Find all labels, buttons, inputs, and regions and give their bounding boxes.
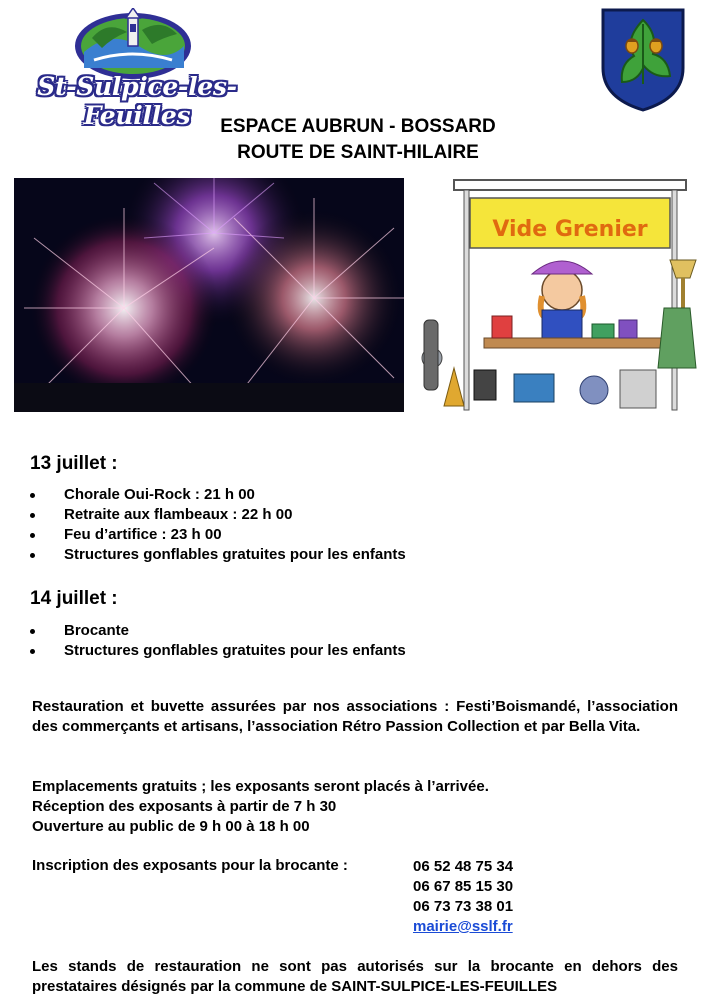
phone-number: 06 67 85 15 30 bbox=[413, 878, 514, 895]
phone-number: 06 52 48 75 34 bbox=[413, 858, 514, 875]
list-item bbox=[30, 545, 406, 565]
list-item bbox=[30, 485, 406, 505]
logo-text: St-Sulpice-les-Feuilles bbox=[37, 72, 237, 130]
event-text: Retraite aux flambeaux : 22 h 00 bbox=[64, 506, 293, 523]
bullet-icon bbox=[30, 553, 35, 558]
vide-grenier-illustration bbox=[414, 178, 700, 412]
catering-paragraph: Restauration et buvette assurées par nos associations : Festi’Boismandé, l’association des commerçants et artisans, l’association Rétro Passion Collection et par Bella Vita. bbox=[32, 698, 678, 735]
bullet-icon bbox=[30, 493, 35, 498]
list-item bbox=[30, 621, 406, 641]
oak-leaf-acorn-crest-icon bbox=[598, 6, 688, 112]
day2-event-list bbox=[30, 621, 406, 661]
venue-name: ESPACE AUBRUN - BOSSARD bbox=[220, 116, 496, 137]
event-text: Structures gonflables gratuites pour les enfants bbox=[64, 546, 406, 563]
day1-heading: 13 juillet : bbox=[30, 453, 118, 474]
day1-event-list bbox=[30, 485, 406, 565]
bullet-icon bbox=[30, 533, 35, 538]
exhibitor-info bbox=[32, 777, 678, 837]
sign-text: Vide Grenier bbox=[492, 217, 648, 242]
bullet-icon bbox=[30, 629, 35, 634]
info-line: Réception des exposants à partir de 7 h 30 bbox=[32, 798, 337, 815]
phone-number: 06 73 73 38 01 bbox=[413, 898, 514, 915]
list-item bbox=[30, 525, 406, 545]
registration-label: Inscription des exposants pour la brocante : bbox=[32, 857, 348, 874]
event-text: Feu d’artifice : 23 h 00 bbox=[64, 526, 222, 543]
footer-note: Les stands de restauration ne sont pas autorisés sur la brocante en dehors des prestataires désignés par la commune de SAINT-SULPICE-LES-FEUILLES bbox=[32, 958, 678, 995]
email-link[interactable]: mairie@sslf.fr bbox=[413, 918, 513, 935]
event-text: Brocante bbox=[64, 622, 130, 639]
town-emblem-icon bbox=[72, 8, 194, 80]
info-line: Emplacements gratuits ; les exposants seront placés à l’arrivée. bbox=[32, 778, 489, 795]
town-logo bbox=[6, 8, 268, 130]
fireworks-photo bbox=[14, 178, 404, 412]
registration-contacts bbox=[413, 857, 513, 937]
event-text: Structures gonflables gratuites pour les enfants bbox=[64, 642, 406, 659]
info-line: Ouverture au public de 9 h 00 à 18 h 00 bbox=[32, 818, 310, 835]
bullet-icon bbox=[30, 649, 35, 654]
list-item bbox=[30, 505, 406, 525]
event-text: Chorale Oui-Rock : 21 h 00 bbox=[64, 486, 255, 503]
bullet-icon bbox=[30, 513, 35, 518]
day2-heading: 14 juillet : bbox=[30, 588, 118, 609]
venue-road: ROUTE DE SAINT-HILAIRE bbox=[237, 142, 479, 163]
list-item bbox=[30, 641, 406, 661]
